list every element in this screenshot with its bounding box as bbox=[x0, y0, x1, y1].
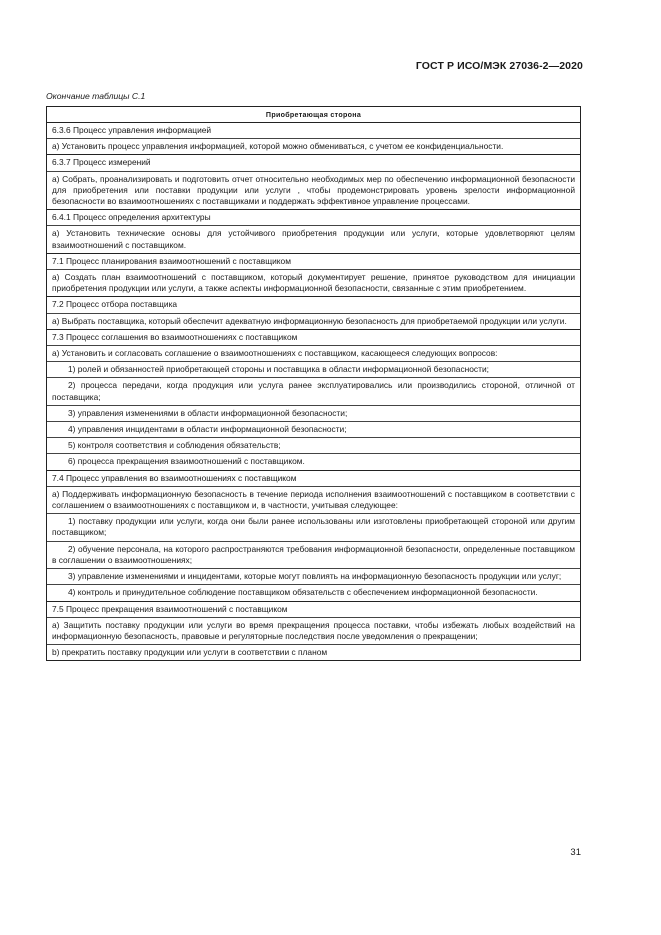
table-caption: Окончание таблицы С.1 bbox=[46, 91, 146, 101]
section-paragraph: 2) процесса передачи, когда продукция или услуга ранее эксплуатировались или производились стороной, отличной от поставщика; bbox=[47, 377, 580, 404]
section-paragraph: а) Установить и согласовать соглашение о взаимоотношениях с поставщиком, касающееся следующих вопросов: bbox=[52, 348, 498, 359]
section-paragraph: b) прекратить поставку продукции или услуги в соответствии с планом bbox=[47, 644, 580, 660]
section-title: 7.2 Процесс отбора поставщика bbox=[47, 297, 580, 313]
section-paragraph: 1) поставку продукции или услуги, когда они были ранее использованы или изготовлены приобретающей стороной или другим поставщиком; bbox=[47, 513, 580, 540]
section-paragraph: 2) обучение персонала, на которого распространяются требования информационной безопасности, определенные поставщиком в соглашении о взаимоотношениях; bbox=[47, 541, 580, 568]
section-title: 7.3 Процесс соглашения во взаимоотношениях с поставщиком bbox=[47, 330, 580, 346]
table-section bbox=[47, 330, 580, 471]
section-paragraph: а) Защитить поставку продукции или услуги во время прекращения процесса поставки, чтобы избежать любых воздействий на информационную безопасность, правовые и регуляторные последствия после уведомления о прекращении; bbox=[52, 619, 575, 641]
document-header: ГОСТ Р ИСО/МЭК 27036-2—2020 bbox=[415, 60, 583, 72]
table-section bbox=[47, 254, 580, 298]
section-paragraph: 4) управления инцидентами в области информационной безопасности; bbox=[47, 421, 580, 437]
section-title: 6.4.1 Процесс определения архитектуры bbox=[47, 210, 580, 226]
section-paragraph: 5) контроля соответствия и соблюдения обязательств; bbox=[47, 437, 580, 453]
section-paragraph: 3) управления изменениями в области информационной безопасности; bbox=[47, 405, 580, 421]
section-title: 6.3.6 Процесс управления информацией bbox=[47, 123, 580, 139]
table-section bbox=[47, 297, 580, 329]
column-header: Приобретающая сторона bbox=[47, 107, 580, 123]
section-paragraph: а) Поддерживать информационную безопасность в течение периода исполнения взаимоотношений с поставщиком в соответствии с соглашением о взаимоотношениях с поставщиком и, в частности, учитывая следующее: bbox=[52, 488, 575, 511]
table-section bbox=[47, 123, 580, 155]
section-paragraph: 3) управление изменениями и инцидентами, которые могут повлиять на информационную безопасность продукции или услуг; bbox=[47, 568, 580, 584]
section-title: 7.1 Процесс планирования взаимоотношений с поставщиком bbox=[47, 254, 580, 270]
section-paragraph: а) Выбрать поставщика, который обеспечит адекватную информационную безопасность для приобретаемой продукции или услуги. bbox=[52, 315, 567, 326]
requirements-table bbox=[46, 106, 581, 661]
section-title: 6.3.7 Процесс измерений bbox=[47, 155, 580, 171]
section-paragraph: а) Собрать, проанализировать и подготовить отчет относительно необходимых мер по обеспечению информационной безопасности для приобретения или поставки продукции или услуги , чтобы продемонстрировать уровень зрелости информационной безопасности во взаимоотношениях с поставщиками и поддержать эффективное управление процессами. bbox=[52, 173, 575, 207]
page-number: 31 bbox=[570, 847, 581, 858]
table-section bbox=[47, 471, 580, 602]
section-paragraph: а) Установить технические основы для устойчивого приобретения продукции или услуги, которые удовлетворяют целям взаимоотношений с поставщиком. bbox=[52, 228, 575, 250]
table-section bbox=[47, 210, 580, 254]
table-section bbox=[47, 155, 580, 210]
section-paragraph: а) Установить процесс управления информацией, которой можно обмениваться, с учетом ее конфиденциальности. bbox=[52, 141, 504, 152]
section-paragraph: 4) контроль и принудительное соблюдение поставщиком обязательств с обеспечением информационной безопасности. bbox=[47, 584, 580, 600]
section-paragraph: 6) процесса прекращения взаимоотношений с поставщиком. bbox=[47, 453, 580, 469]
section-paragraph: 1) ролей и обязанностей приобретающей стороны и поставщика в области информационной безопасности; bbox=[47, 361, 580, 377]
section-paragraph: а) Создать план взаимоотношений с поставщиком, который документирует решение, принятое руководством для инициации приобретения продукции или услуги, а также аспекты информационной безопасности, связанные с этим приобретением. bbox=[52, 272, 575, 294]
table-body bbox=[47, 123, 580, 661]
section-title: 7.4 Процесс управления во взаимоотношениях с поставщиком bbox=[47, 471, 580, 487]
table-section bbox=[47, 602, 580, 662]
section-title: 7.5 Процесс прекращения взаимоотношений с поставщиком bbox=[47, 602, 580, 618]
